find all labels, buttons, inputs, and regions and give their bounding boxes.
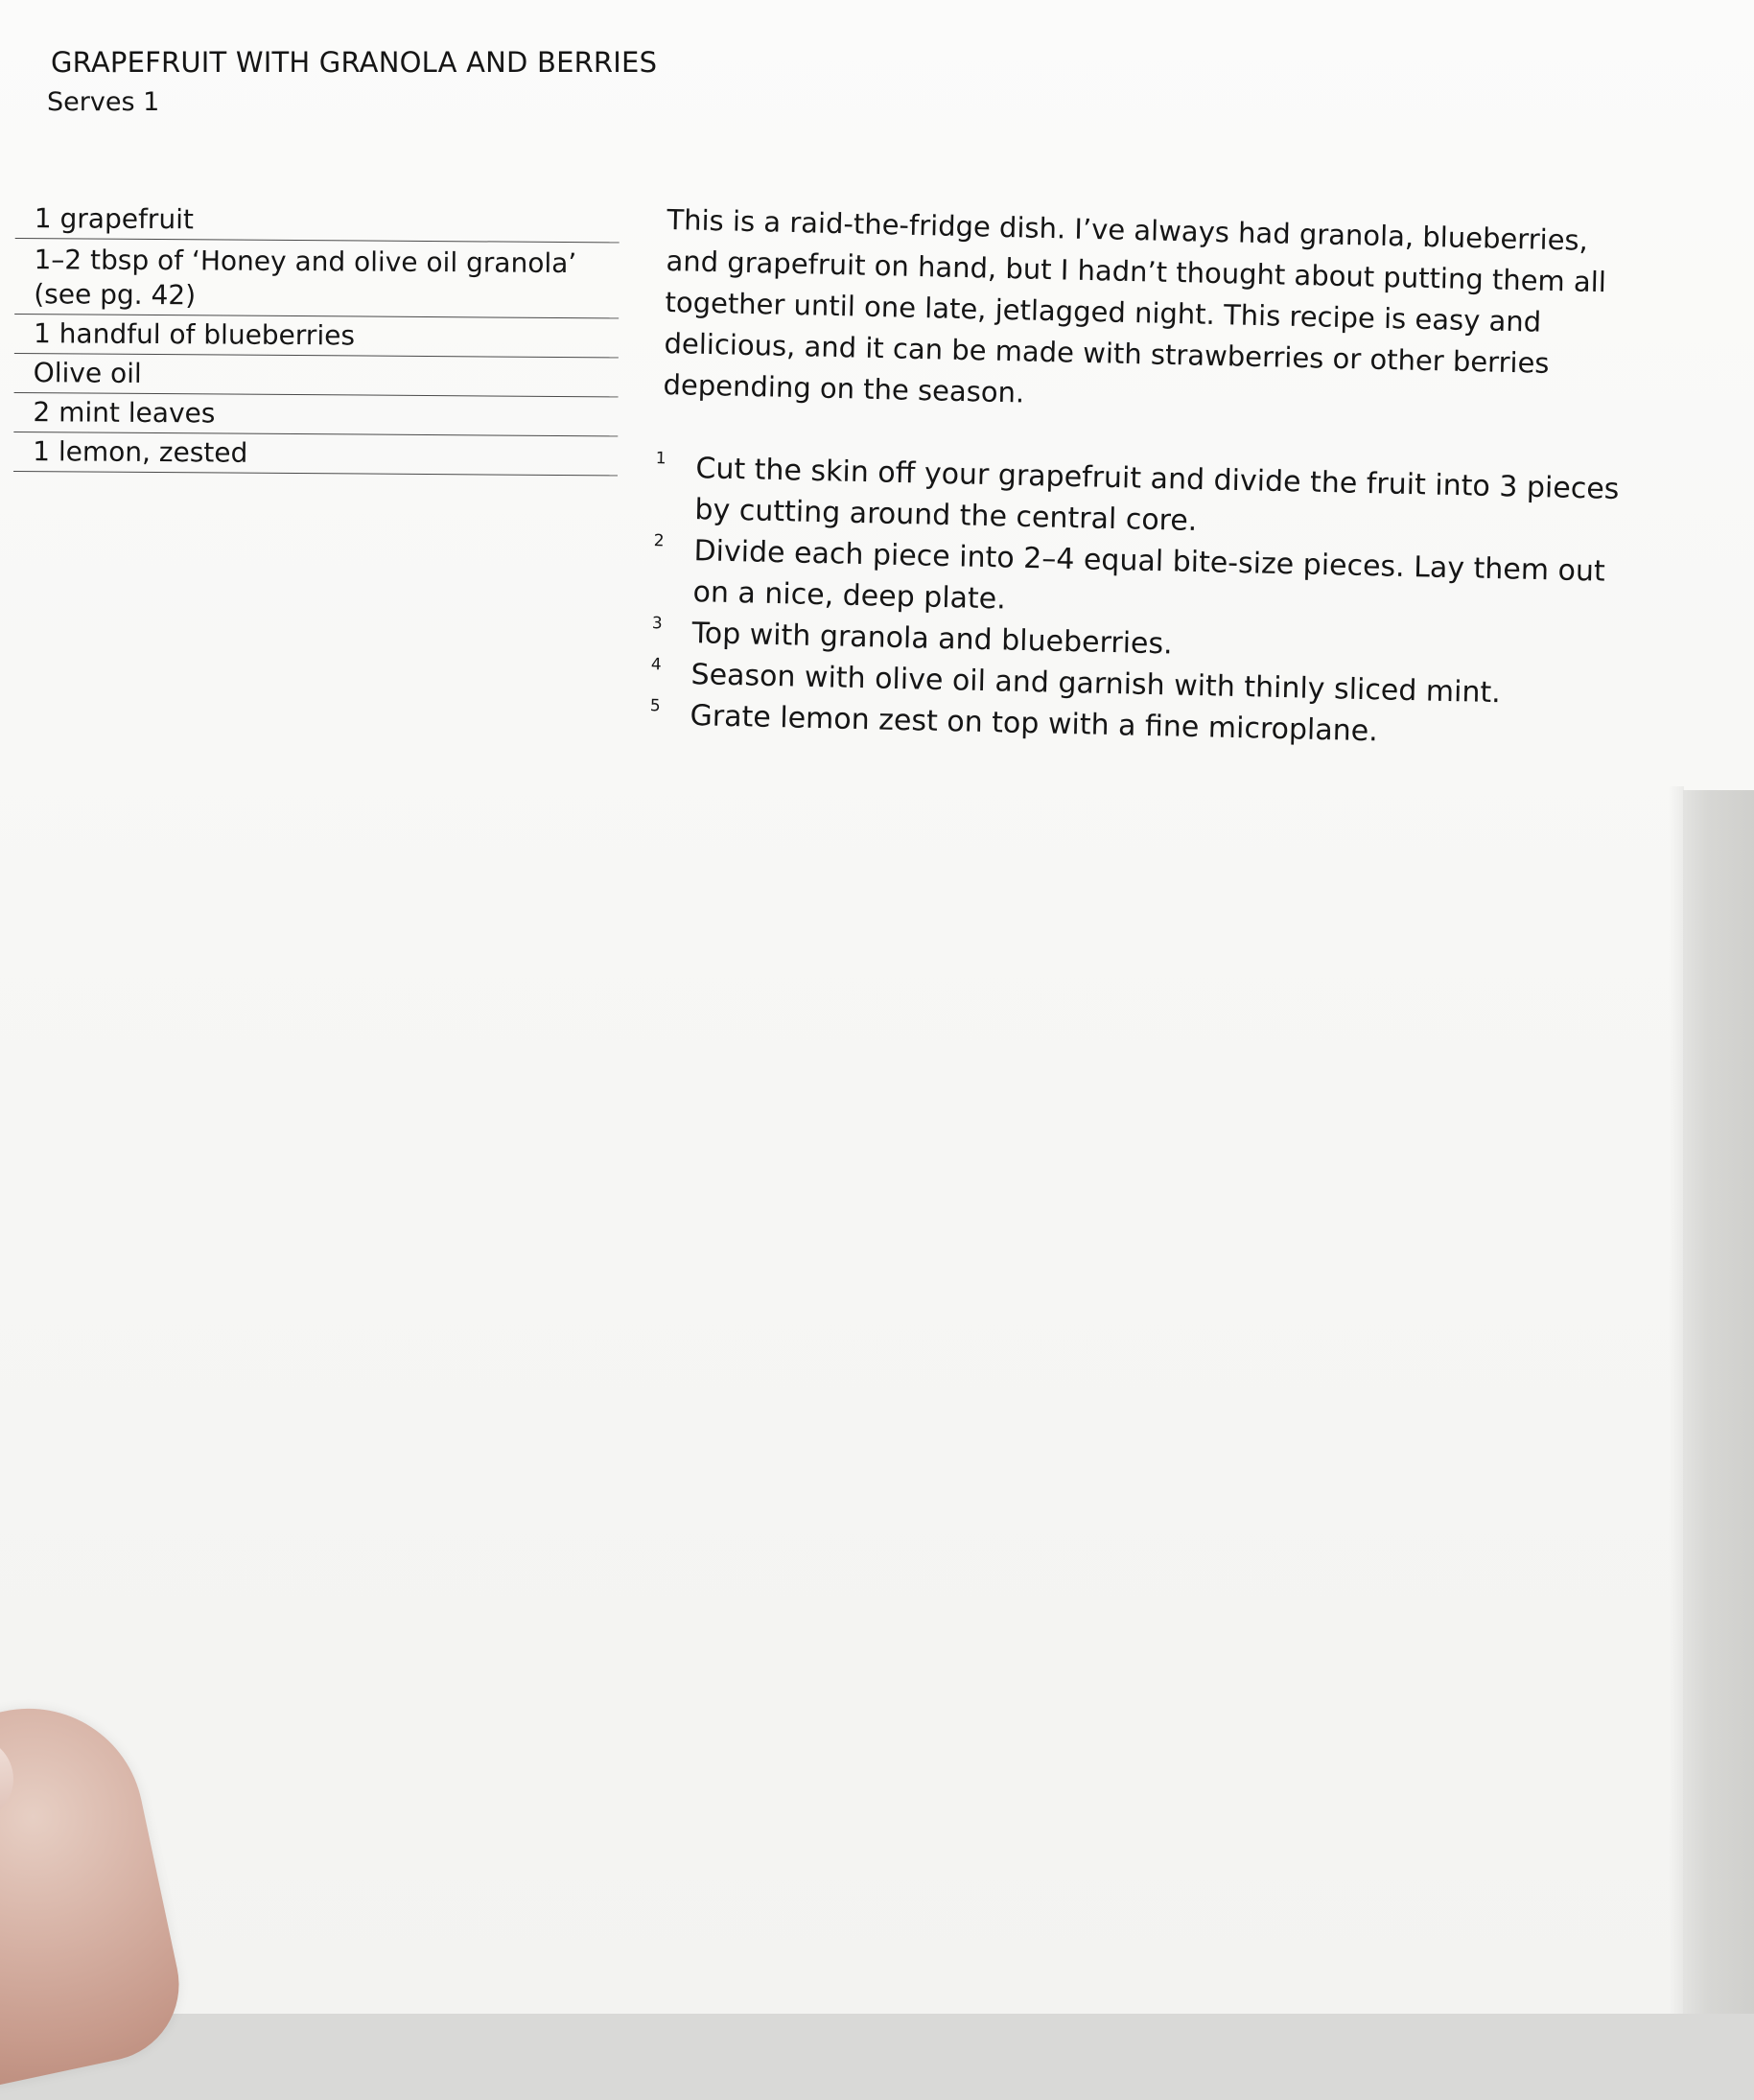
ingredient-item [14,354,619,397]
ingredient-text: 1 lemon, zested [33,435,248,469]
ingredient-item [13,432,618,476]
ingredient-text: Olive oil [33,357,142,389]
method-steps [642,447,1646,758]
ingredient-text: 1 handful of blueberries [33,317,356,352]
step-text: Divide each piece into 2–4 equal bite-size pieces. Lay them out on a nice, deep plate. [692,534,1606,617]
ingredient-reference: (see pg. 42) [34,278,197,312]
ingredient-item [14,315,619,358]
serving-size: Serves 1 [47,87,160,117]
step-number: 1 [655,449,667,469]
thumb-photo [0,1688,193,2100]
recipe-title: GRAPEFRUIT WITH GRANOLA AND BERRIES [51,46,658,79]
ingredient-item [15,199,620,243]
thumbnail-highlight [0,1729,21,1841]
step-number: 4 [650,655,662,675]
ingredient-text: 1–2 tbsp of ‘Honey and olive oil granola’ [34,244,577,280]
ingredient-text: 1 grapefruit [34,202,195,236]
page-edge-shadow [1669,786,1684,2014]
step-text: Season with olive oil and garnish with thinly sliced mint. [690,658,1502,711]
ingredient-item [13,393,618,436]
step-text: Grate lemon zest on top with a fine microplane. [690,699,1379,749]
ingredient-list [13,199,620,476]
step-number: 3 [651,614,663,634]
ingredient-item [14,239,620,318]
step-number: 5 [649,696,661,716]
step-number: 2 [653,531,665,551]
step-text: Cut the skin off your grapefruit and divide the fruit into 3 pieces by cutting around the central core. [694,452,1620,538]
step-text: Top with granola and blueberries. [691,617,1174,662]
recipe-introduction: This is a raid-the-fridge dish. I’ve always had granola, blueberries, and grapefruit on hand, but I hadn’t thought about putting them all together until one late, jetlagged night. This recipe is easy and delicious, and it can be made with strawberries or other berries depending on the season. [663,202,1607,409]
ingredient-text: 2 mint leaves [33,396,216,430]
page-background-surface [1683,790,1754,2014]
